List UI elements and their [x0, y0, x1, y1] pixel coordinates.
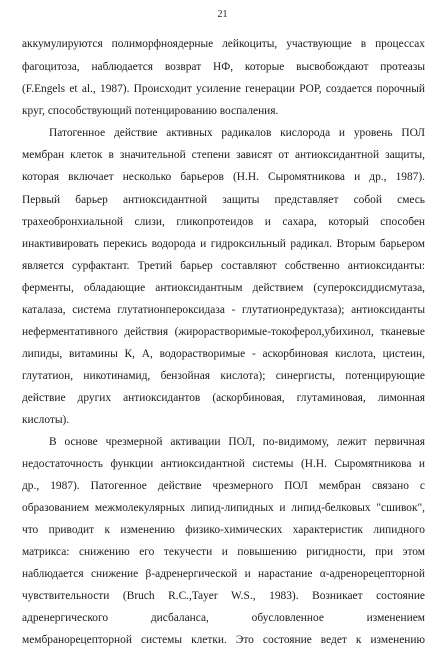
- text-line: каталаза, система глутатионпероксидаза - глутатионредуктаза); антиоксиданты: [22, 304, 425, 316]
- text-line: инактивировать перекись водорода и гидроксильный радикал. Вторым барьером: [22, 238, 425, 250]
- text-line: липиды, витамины К, А, водорастворимые - аскорбиновая кислота, цистеин,: [22, 348, 425, 360]
- text-line: адренергического дисбаланса, обусловленное изменением: [22, 612, 425, 624]
- text-line: является сурфактант. Третий барьер составляют собственно антиоксиданты:: [22, 260, 425, 272]
- text-line: чувствительности (Bruch R.C.,Tayer W.S., 1983). Возникает состояние: [22, 590, 425, 602]
- page-number: 21: [217, 9, 228, 20]
- text-line: (F.Engels et al., 1987). Происходит усиление генерации РОР, создается порочный: [22, 83, 425, 95]
- text-line: кислоты).: [22, 414, 70, 426]
- text-line: ферменты, обладающие антиоксидантным действием (супероксиддисмутаза,: [22, 282, 425, 294]
- text-line: мембранорецепторной системы клетки. Это состояние ведет к изменению: [22, 634, 425, 646]
- text-line: др., 1987). Патогенное действие чрезмерного ПОЛ мембран связано с: [22, 480, 425, 492]
- text-line: глутатион, никотинамид, бензойная кислота); синергисты, потенцирующие: [22, 370, 425, 382]
- text-line: действие других антиоксидантов (аскорбиновая, глутаминовая, лимонная: [22, 392, 425, 404]
- text-line: наблюдается снижение β-адренергической и нарастание α-адренорецепторной: [22, 568, 425, 580]
- text-line: образованием межмолекулярных липид-липидных и липид-белковых "сшивок",: [22, 502, 425, 514]
- text-line: Первый барьер антиоксидантной защиты представляет собой смесь: [22, 194, 425, 206]
- text-line: неферментативного действия (жирорастворимые-токоферол,убихинол, тканевые: [22, 326, 425, 338]
- text-line: трахеобронхиальной слизи, гликопротеидов и сахара, который способен: [22, 216, 425, 228]
- text-line: которая включает несколько барьеров (Н.Н. Сыромятникова и др., 1987).: [22, 171, 425, 183]
- text-line: матрикса: снижению его текучести и повышению ригидности, при этом: [22, 546, 425, 558]
- text-line: В основе чрезмерной активации ПОЛ, по-видимому, лежит первичная: [49, 436, 425, 448]
- text-line: недостаточность функции антиоксидантной системы (Н.Н. Сыромятникова и: [22, 458, 425, 470]
- text-line: Патогенное действие активных радикалов кислорода и уровень ПОЛ: [49, 127, 425, 139]
- text-line: мембран клеток в значительной степени зависят от антиоксидантной защиты,: [22, 149, 425, 161]
- text-line: аккумулируются полиморфноядерные лейкоциты, участвующие в процессах: [22, 38, 425, 50]
- text-line: круг, способствующий потенцированию воспаления.: [22, 105, 279, 117]
- text-line: что приводит к изменению физико-химических характеристик липидного: [22, 524, 425, 536]
- text-line: фагоцитоза, наблюдается возврат НФ, которые высвобождают протеазы: [22, 61, 425, 73]
